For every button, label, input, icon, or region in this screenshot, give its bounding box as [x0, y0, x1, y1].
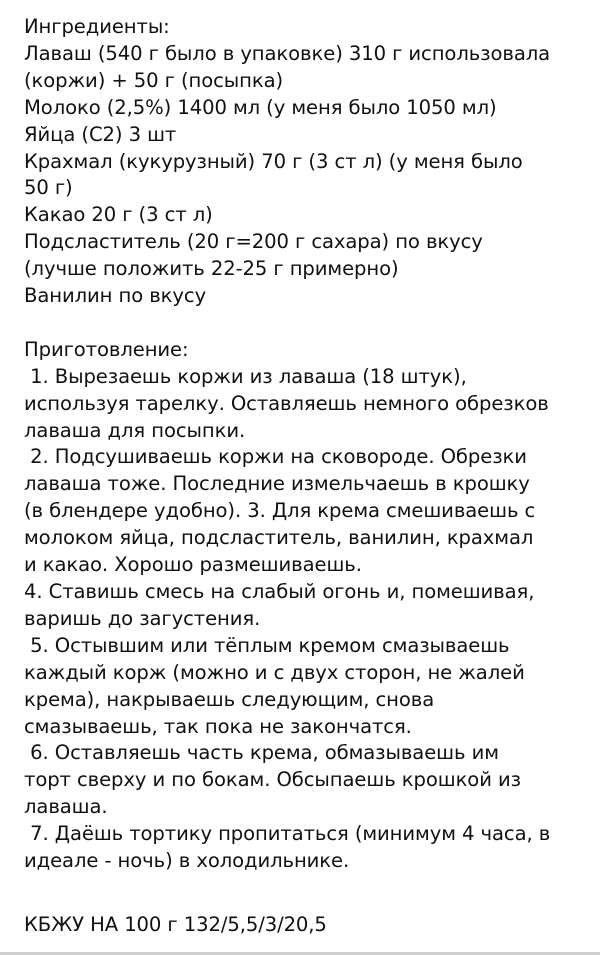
preparation-line: идеале - ночь) в холодильнике. [24, 849, 350, 873]
preparation-line: варишь до загустения. [24, 606, 261, 630]
ingredient-line: (коржи) + 50 г (посыпка) [24, 68, 284, 92]
preparation-line: каждый корж (можно и с двух сторон, не жалей [24, 660, 525, 684]
ingredient-line: Лаваш (540 г было в упаковке) 310 г использовала [24, 41, 551, 65]
ingredient-line: Какао 20 г (3 ст л) [24, 203, 213, 227]
nutrition-info: КБЖУ НА 100 г 132/5,5/3/20,5 [24, 912, 327, 936]
preparation-line: используя тарелку. Оставляешь немного обрезков [24, 391, 549, 415]
preparation-steps [24, 364, 594, 875]
preparation-line: торт сверху и по бокам. Обсыпаешь крошкой из [24, 768, 521, 792]
ingredient-line: Яйца (С2) 3 шт [24, 122, 177, 146]
preparation-line: смазываешь, так пока не закончатся. [24, 714, 412, 738]
preparation-heading: Приготовление: [24, 337, 189, 361]
preparation-line: 2. Подсушиваешь коржи на сковороде. Обрезки [24, 445, 527, 469]
preparation-line: 1. Вырезаешь коржи из лаваша (18 штук), [24, 364, 467, 388]
ingredient-line: Молоко (2,5%) 1400 мл (у меня было 1050 мл) [24, 95, 497, 119]
preparation-line: и какао. Хорошо размешиваешь. [24, 553, 362, 577]
preparation-line: лаваша тоже. Последние измельчаешь в крошку [24, 472, 530, 496]
preparation-line: 5. Остывшим или тёплым кремом смазываешь [24, 633, 510, 657]
ingredient-line: Подсластитель (20 г=200 г сахара) по вкусу [24, 230, 483, 254]
preparation-line: молоком яйца, подсластитель, ванилин, крахмал [24, 526, 534, 550]
recipe-document [24, 14, 594, 939]
section-spacer [24, 310, 594, 337]
section-spacer [24, 902, 594, 912]
ingredients-list [24, 41, 594, 310]
section-spacer [24, 875, 594, 902]
preparation-line: (в блендере удобно). 3. Для крема смешиваешь с [24, 499, 536, 523]
preparation-line: крема), накрываешь следующим, снова [24, 687, 435, 711]
preparation-line: 6. Оставляешь часть крема, обмазываешь им [24, 741, 499, 765]
ingredient-line: Ванилин по вкусу [24, 284, 207, 308]
ingredient-line: Крахмал (кукурузный) 70 г (3 ст л) (у меня было [24, 149, 523, 173]
ingredients-heading: Ингредиенты: [24, 15, 170, 38]
ingredient-line: 50 г) [24, 176, 73, 200]
preparation-line: лаваша для посыпки. [24, 418, 246, 442]
preparation-line: лаваша. [24, 795, 108, 819]
preparation-line: 7. Даёшь тортику пропитаться (минимум 4 часа, в [24, 822, 551, 846]
preparation-line: 4. Ставишь смесь на слабый огонь и, помешивая, [24, 580, 535, 604]
ingredient-line: (лучше положить 22-25 г примерно) [24, 257, 399, 281]
